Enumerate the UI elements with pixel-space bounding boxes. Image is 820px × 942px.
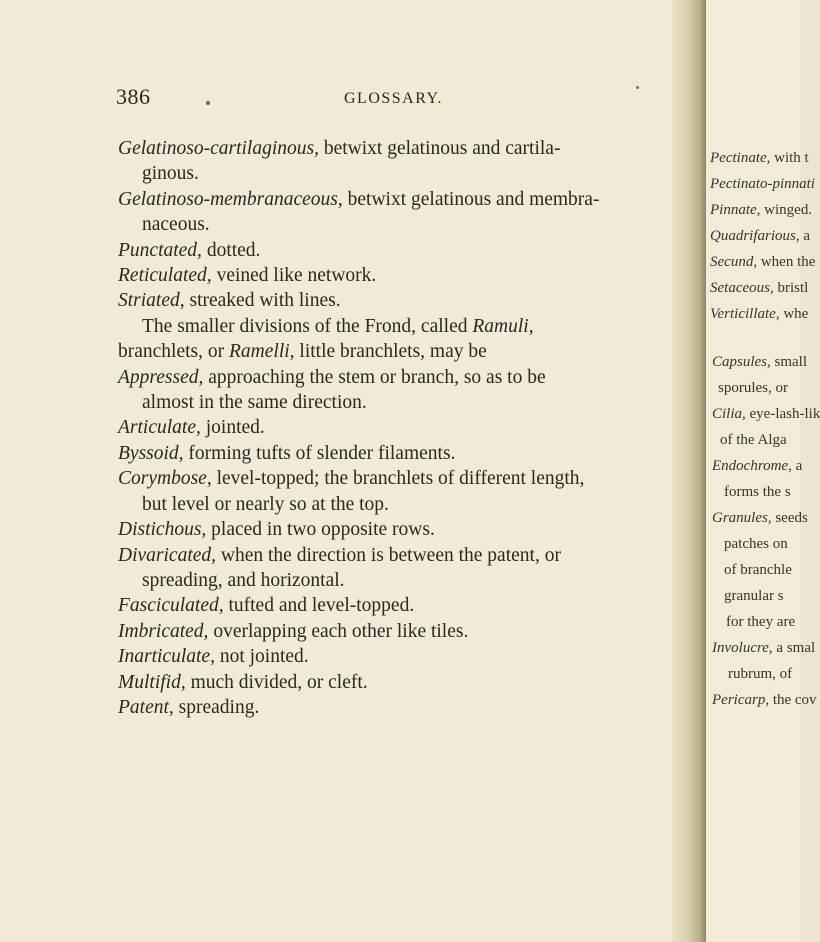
fragment-text: for they are [726,614,796,630]
entry-term: Striated, [118,290,185,312]
right-fragment [710,306,808,323]
glossary-entry [118,441,658,466]
fragment-term: Pectinate, [710,150,771,166]
right-page [706,0,820,942]
right-fragment [728,666,792,683]
fragment-text: with t [770,150,809,166]
paragraph-term: Ramelli, [229,341,295,363]
fragment-term: Endochrome, [712,458,792,474]
right-fragment [720,432,787,449]
fragment-text: whe [779,306,809,322]
entry-definition-cont: almost in the same direction. [142,392,367,414]
entry-term: Byssoid, [118,442,184,464]
entry-definition: level-topped; the branchlets of different length, [211,468,585,490]
entry-term: Gelatinoso-cartilaginous, [118,138,319,159]
paragraph-text: branchlets, or [118,341,230,363]
glossary-entry [118,670,658,695]
entry-definition: betwixt gelatinous and membra- [342,188,600,210]
entry-definition: betwixt gelatinous and cartila- [318,138,561,159]
fragment-text: a [791,458,803,474]
glossary-entry [118,136,658,187]
ink-speck [636,86,639,89]
right-fragment [724,562,792,579]
glossary-entry [118,288,658,313]
right-fragment [712,692,817,709]
entry-term: Articulate, [118,417,201,439]
fragment-term: Pinnate, [710,202,761,218]
right-fragment [724,588,784,605]
entry-term: Reticulated, [118,265,212,287]
right-fragment [712,640,815,657]
entry-term: Inarticulate, [118,646,215,668]
paragraph-text: The smaller divisions of the Frond, called [142,315,473,337]
right-fragment [710,150,809,167]
page-header [116,84,616,114]
fragment-text: rubrum, of [728,666,793,682]
right-fragment [724,484,791,501]
entry-definition: not jointed. [214,646,309,668]
entry-definition: when the direction is between the patent, or [216,544,561,566]
entry-term: Gelatinoso-membranaceous, [118,188,343,210]
fragment-text: when the [757,254,816,270]
fragment-text: of the Alga [720,432,787,448]
fragment-term: Verticillate, [710,306,780,322]
entry-term: Distichous, [118,519,207,541]
right-fragment [712,510,808,527]
right-fragment [710,280,808,297]
entry-definition: approaching the stem or branch, so as to be [203,366,546,388]
fragment-text: sporules, or [718,380,788,396]
right-fragment [710,202,812,219]
fragment-term: Pectinato-pinnati [710,176,815,192]
fragment-text: a smal [772,640,816,656]
entry-definition: streaked with lines. [184,290,341,312]
entry-definition: placed in two opposite rows. [206,519,435,541]
entry-term: Divaricated, [118,544,217,566]
glossary-entry [118,238,658,263]
glossary-entry [118,263,658,288]
right-fragment [710,254,815,271]
entry-definition-cont: naceous. [142,214,210,236]
fragment-text: bristl [773,280,809,296]
entry-definition-cont: but level or nearly so at the top. [142,493,389,515]
right-fragment [718,380,788,397]
glossary-entry [118,543,658,594]
entry-definition: overlapping each other like tiles. [208,620,469,642]
glossary-entry [118,695,658,720]
glossary-entry [118,365,658,416]
right-fragment [712,458,802,475]
fragment-term: Capsules, [712,354,771,370]
entry-definition-cont: ginous. [142,163,199,185]
entry-definition: forming tufts of slender filaments. [183,442,456,464]
fragment-text: eye-lash-lik [745,406,820,422]
entry-term: Fasciculated, [118,595,224,617]
right-fragment [712,406,820,423]
intro-paragraph [118,314,658,339]
fragment-term: Setaceous, [710,280,774,296]
fragment-term: Granules, [712,510,772,526]
entry-term: Imbricated, [118,620,209,642]
entry-definition: dotted. [201,239,261,261]
fragment-text: winged. [760,202,813,218]
glossary-entry [118,187,658,238]
right-fragment [710,176,815,193]
entry-term: Corymbose, [118,468,212,490]
fragment-text: seeds [771,510,808,526]
entry-term: Patent, [118,696,174,718]
right-fragment [710,228,810,245]
fragment-text: granular s [724,588,784,604]
entry-term: Appressed, [118,366,204,388]
glossary-entry [118,415,658,440]
entry-term: Multifid, [118,671,186,693]
entry-definition: much divided, or cleft. [185,671,368,693]
glossary-entry [118,517,658,542]
right-fragment [726,614,795,631]
fragment-term: Secund, [710,254,758,270]
fragment-term: Quadrifarious, [710,228,800,244]
fragment-text: of branchle [724,562,792,578]
fragment-text: a [799,228,811,244]
entry-definition: veined like network. [211,265,377,287]
running-head: GLOSSARY. [344,90,444,107]
entry-definition: spreading. [173,696,260,718]
glossary-entries [118,136,658,720]
intro-paragraph-cont [118,339,658,364]
fragment-text: small [770,354,808,370]
fragment-text: forms the s [724,484,791,500]
ink-dot [206,101,210,105]
fragment-term: Pericarp, [712,692,770,708]
paragraph-term: Ramuli, [472,315,534,337]
right-fragment [724,536,788,553]
glossary-entry [118,466,658,517]
entry-definition: jointed. [200,417,265,439]
fragment-term: Cilia, [712,406,746,422]
fragment-text: the cov [769,692,817,708]
page-number: 386 [116,84,151,109]
fragment-term: Involucre, [712,640,773,656]
glossary-entry [118,593,658,618]
glossary-entry [118,644,658,669]
right-fragment [712,354,807,371]
fragment-text: patches on [724,536,788,552]
paragraph-text: little branchlets, may be [294,341,487,363]
entry-term: Punctated, [118,239,202,261]
entry-definition-cont: spreading, and horizontal. [142,569,345,591]
entry-definition: tufted and level-topped. [223,595,415,617]
glossary-entry [118,619,658,644]
